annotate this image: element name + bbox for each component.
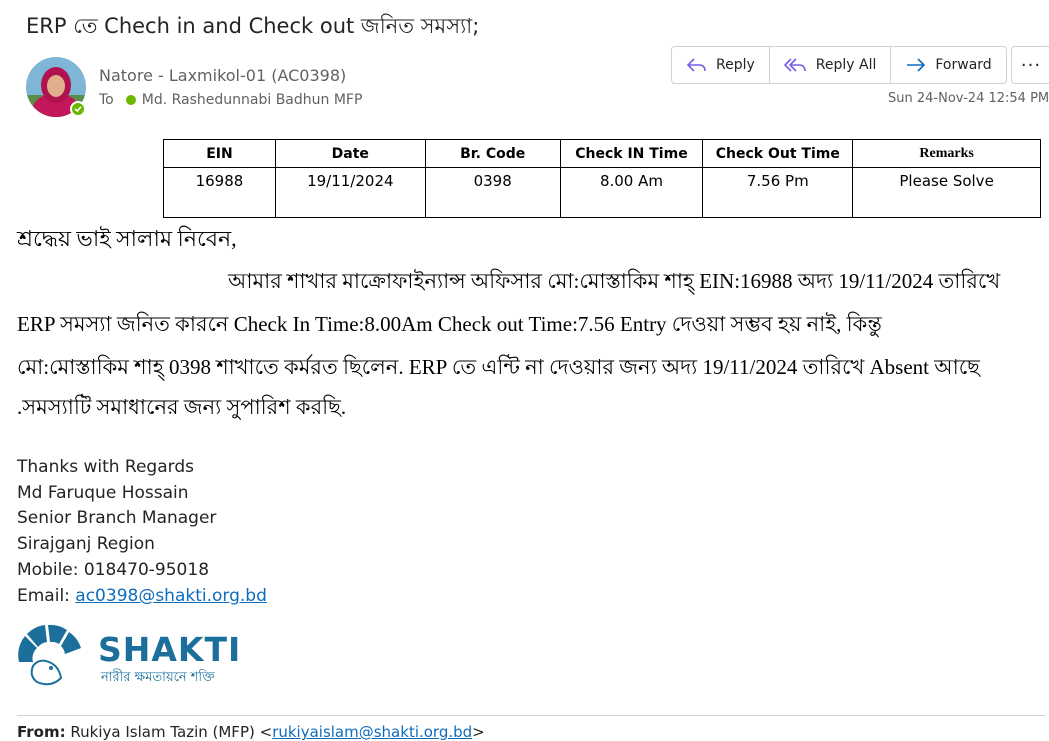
quoted-from-label: From: xyxy=(17,723,66,741)
to-label: To xyxy=(99,92,114,108)
signature-title: Senior Branch Manager xyxy=(17,508,217,528)
reply-all-icon xyxy=(784,56,808,74)
forward-label: Forward xyxy=(935,57,992,73)
recipient-row xyxy=(99,92,362,108)
shakti-logo xyxy=(15,622,242,690)
table-header: Br. Code xyxy=(425,140,560,168)
greeting-text: শ্রদ্ধেয় ভাই সালাম নিবেন, xyxy=(17,226,237,251)
signature-region: Sirajganj Region xyxy=(17,534,155,554)
table-cell: 19/11/2024 xyxy=(275,168,425,218)
table-cell: 16988 xyxy=(164,168,276,218)
table-cell: 0398 xyxy=(425,168,560,218)
body-line: আমার শাখার মাক্রোফাইন্যান্স অফিসার মো:মোস্তাকিম শাহ্ EIN:16988 অদ্য 19/11/2024 তারিখে xyxy=(228,269,1001,293)
quoted-divider xyxy=(17,715,1045,716)
quoted-from-name: Rukiya Islam Tazin (MFP) < xyxy=(70,723,273,741)
forward-icon xyxy=(905,56,927,74)
signature-email-link[interactable]: ac0398@shakti.org.bd xyxy=(75,586,267,606)
table-header: EIN xyxy=(164,140,276,168)
message-timestamp: Sun 24-Nov-24 12:54 PM xyxy=(888,91,1049,106)
table-cell: 7.56 Pm xyxy=(703,168,853,218)
recipient-presence-icon xyxy=(126,95,136,105)
quoted-from-email-link[interactable]: rukiyaislam@shakti.org.bd xyxy=(272,723,473,741)
body-line: মো:মোস্তাকিম শাহ্ 0398 শাখাতে কর্মরত ছিলেন. ERP তে এন্টি না দেওয়ার জন্য অদ্য 19/11/2024 তারিখে Absent আছে xyxy=(17,355,980,379)
quoted-from-close: > xyxy=(472,723,485,741)
reply-icon xyxy=(686,56,708,74)
body-line: .সমস্যাটি সমাধানের জন্য সুপারিশ করছি. xyxy=(17,395,347,419)
attendance-table xyxy=(163,139,1041,218)
table-header: Remarks xyxy=(853,140,1041,168)
more-actions-button[interactable] xyxy=(1011,46,1049,84)
presence-available-icon xyxy=(70,101,86,117)
body-line: ERP সমস্যা জনিত কারনে Check In Time:8.00Am Check out Time:7.56 Entry দেওয়া সম্ভব হয় নাই, কিন্তু xyxy=(17,312,882,336)
message-actions xyxy=(671,46,1007,84)
table-header: Check IN Time xyxy=(560,140,703,168)
signature-email-row xyxy=(17,586,267,606)
sender-name[interactable]: Natore - Laxmikol-01 (AC0398) xyxy=(99,66,347,85)
table-header: Check Out Time xyxy=(703,140,853,168)
more-icon: ··· xyxy=(1020,54,1042,76)
recipient-name[interactable]: Md. Rashedunnabi Badhun MFP xyxy=(141,92,363,108)
table-row xyxy=(164,168,1041,218)
signature-name: Md Faruque Hossain xyxy=(17,483,189,503)
table-header: Date xyxy=(275,140,425,168)
sender-avatar[interactable] xyxy=(26,57,86,117)
reply-button[interactable] xyxy=(672,47,770,83)
forward-button[interactable] xyxy=(891,47,1005,83)
reply-label: Reply xyxy=(716,57,755,73)
logo-wordmark: SHAKTI xyxy=(98,630,242,669)
table-cell: Please Solve xyxy=(853,168,1041,218)
quoted-from-line xyxy=(17,723,485,741)
signature-mobile: Mobile: 018470-95018 xyxy=(17,560,210,580)
email-subject: ERP তে Chech in and Check out জনিত সমস্যা; xyxy=(26,14,480,38)
shakti-emblem-icon xyxy=(15,622,85,690)
reply-all-label: Reply All xyxy=(815,57,877,73)
signature-email-label: Email: xyxy=(17,586,76,606)
signature-thanks: Thanks with Regards xyxy=(17,457,194,477)
table-header-row xyxy=(164,140,1041,168)
logo-tagline: নারীর ক্ষমতায়নে শক্তি xyxy=(101,670,215,685)
reply-all-button[interactable] xyxy=(770,47,892,83)
table-cell: 8.00 Am xyxy=(560,168,703,218)
